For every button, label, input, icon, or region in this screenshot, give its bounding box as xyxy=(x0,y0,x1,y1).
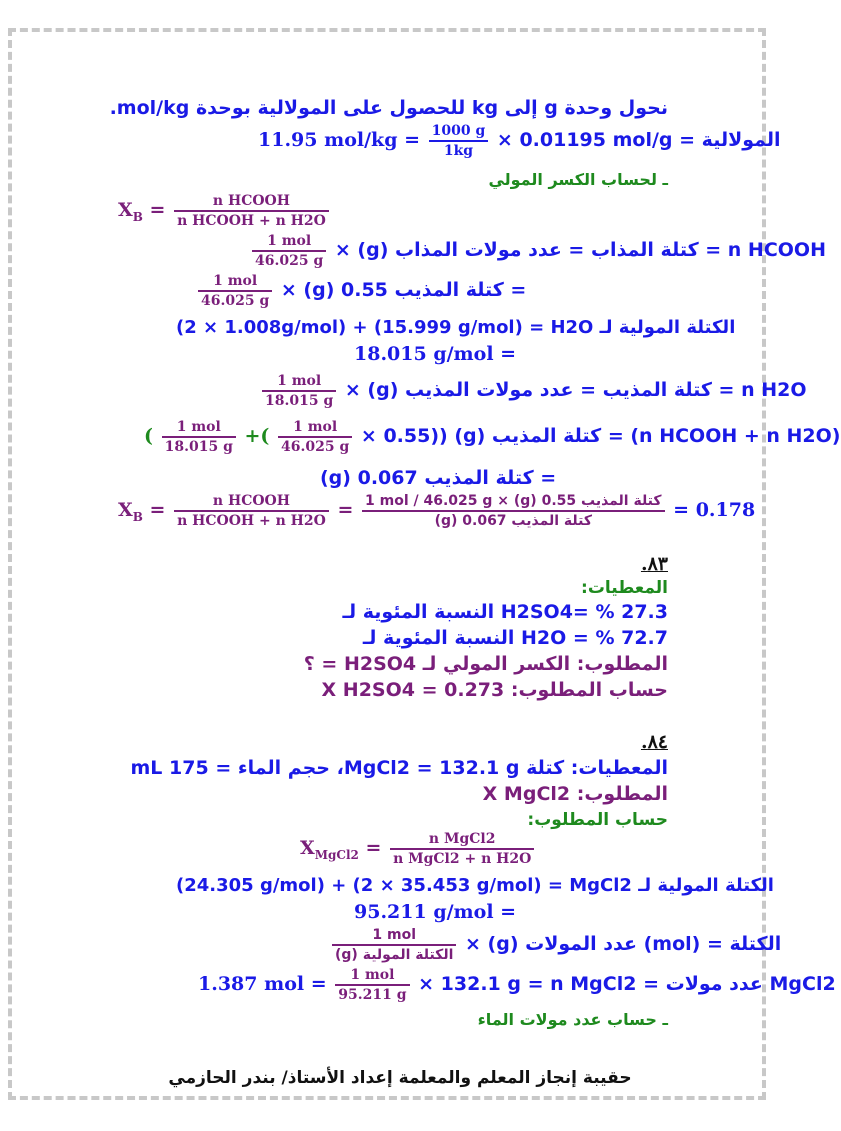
problem-83-solution: حساب المطلوب: X H2SO4 = 0.273 xyxy=(321,679,668,701)
problem-84-number: .٨٤ xyxy=(640,731,668,753)
problem-84-molar-mass-2: 95.211 g/mol = xyxy=(354,901,517,923)
line-solvent-moles: $\frac{\text{1 mol}}{18.015 g}$ × (g) كتلة المذيب = عدد مولات المذيب = n H2O xyxy=(260,372,807,410)
line-water-molar-mass-2: 18.015 g/mol = xyxy=(354,343,517,365)
problem-83-required: المطلوب: الكسر المولي لـ H2SO4 = ؟ xyxy=(303,653,668,675)
problem-84-water-heading: ـ حساب عدد مولات الماء xyxy=(477,1010,668,1029)
problem-83-given-a: 27.3 % =H2SO4 النسبة المئوية لـ xyxy=(342,601,668,623)
problem-84-required: المطلوب: X MgCl2 xyxy=(482,783,668,805)
line-solute-moles: $\frac{\text{1 mol}}{46.025 g}$ × (g) كتلة المذاب = عدد مولات المذاب = n HCOOH xyxy=(250,232,826,270)
problem-83-given-b: 72.7 % = H2O النسبة المئوية لـ xyxy=(362,627,668,649)
problem-83-number: .٨٣ xyxy=(640,553,668,575)
line-mole-fraction-heading: ـ لحساب الكسر المولي xyxy=(488,170,668,189)
problem-84-moles-result: 1.387 mol = $\frac{\text{1 mol}}{95.211 g}$ × 132.1 g = n MgCl2 = عدد مولات MgCl2 xyxy=(198,967,836,1003)
problem-84-given: المعطيات: كتلة MgCl2 = 132.1 g، حجم الماء = 175 mL xyxy=(130,757,668,779)
problem-84-molar-mass: (24.305 g/mol) + (2 × 35.453 g/mol) = MgCl2 الكتلة المولية لـ xyxy=(176,875,774,896)
page-footer: حقيبة إنجاز المعلم والمعلمة إعداد الأستاذ/ بندر الحازمي xyxy=(168,1068,632,1088)
line-xb-result: $X_B$ = $\frac{\text{n HCOOH}}{\text{n HCOOH + n H2O}}$ = $\frac{\text{1 mol / 46.025 g × (g) كتلة المذيب 0.55}}{\text{(g) كتلة المذيب 0.067}}$ = 0.178 xyxy=(118,493,756,529)
line-total-moles-2: (g) كتلة المذيب 0.067 = xyxy=(320,467,557,489)
line-molality: 11.95 mol/kg = $\frac{1000 g}{1kg}$ × 0.01195 mol/g = المولالية xyxy=(258,123,781,159)
problem-84-moles-formula: $\frac{\text{1 mol}}{\text{(g) الكتلة المولية}}$ × (g) عدد المولات (mol) = الكتلة xyxy=(330,926,781,964)
line-xb-formula: $X_B$ = $\frac{\text{n HCOOH}}{\text{n HCOOH + n H2O}}$ xyxy=(118,192,331,230)
line-water-molar-mass: (2 × 1.008g/mol) + (15.999 g/mol) = H2O الكتلة المولية لـ xyxy=(176,317,736,338)
problem-84-solution-label: حساب المطلوب: xyxy=(527,810,668,830)
problem-83-given: المعطيات: xyxy=(581,578,668,598)
problem-84-x-formula: $X_{MgCl2}$ = $\frac{\text{n MgCl2}}{\text{n MgCl2 + n H2O}}$ xyxy=(300,830,536,868)
line-total-moles: ( $\frac{\text{1 mol}}{18.015 g}$ +( $\frac{\text{1 mol}}{46.025 g}$ × 0.55)) (g) كتلة المذيب = (n HCOOH + n H2O) xyxy=(144,419,841,455)
line-convert-units: نحول وحدة g إلى kg للحصول على المولالية بوحدة mol/kg. xyxy=(109,97,668,119)
line-solute-moles-2: $\frac{\text{1 mol}}{46.025 g}$ × (g) كتلة المذيب 0.55 = xyxy=(196,272,526,310)
